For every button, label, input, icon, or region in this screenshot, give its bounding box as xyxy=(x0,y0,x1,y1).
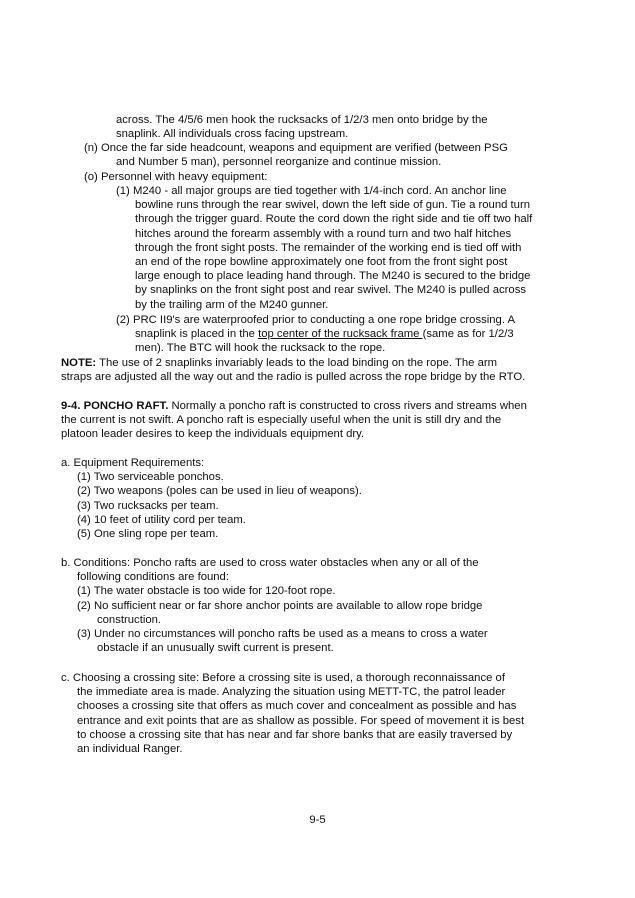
text-line: straps are adjusted all the way out and the radio is pulled across the rope bridge by the RTO. xyxy=(61,371,526,384)
item-o-sub1 xyxy=(61,184,581,312)
text-line: (n) Once the far side headcount, weapons and equipment are verified (between PSG xyxy=(84,142,508,154)
underlined-text: top center of the rucksack frame xyxy=(258,328,423,341)
list-item: (2) No sufficient near or far shore anchor points are available to allow rope bridge xyxy=(77,599,483,612)
list-item: (1) The water obstacle is too wide for 120-foot rope. xyxy=(77,585,336,598)
text-line: an individual Ranger. xyxy=(77,742,183,755)
item-c xyxy=(61,671,581,756)
page-number: 9-5 xyxy=(309,814,326,826)
text-span: The use of 2 snaplinks invariably leads to the load binding on the rope. The arm xyxy=(96,357,498,369)
text-line: platoon leader desires to keep the individuals equipment dry. xyxy=(61,428,365,441)
item-a xyxy=(61,456,581,541)
text-span: snaplink is placed in the xyxy=(135,328,259,341)
text-span: (same as for 1/2/3 xyxy=(422,328,514,341)
text-line: by snaplinks on the front sight post and rear swivel. The M240 is pulled across xyxy=(135,284,526,297)
text-line: through the front sight posts. The remainder of the working end is tied off with xyxy=(135,241,522,254)
text-line: the immediate area is made. Analyzing the situation using METT-TC, the patrol leader xyxy=(77,686,506,699)
list-item: construction. xyxy=(97,613,162,626)
text-line xyxy=(61,399,581,413)
text-line: an end of the rope bowline approximately one foot from the front sight post xyxy=(135,255,508,268)
list-item: (5) One sling rope per team. xyxy=(77,527,219,540)
text-line xyxy=(61,356,581,370)
text-line: c. Choosing a crossing site: Before a crossing site is used, a thorough reconnaissance of xyxy=(61,672,505,684)
text-line: by the trailing arm of the M240 gunner. xyxy=(135,298,329,311)
note-paragraph xyxy=(61,356,581,384)
text-line: large enough to place leading hand through. The M240 is secured to the bridge xyxy=(135,270,531,283)
list-item: (4) 10 feet of utility cord per team. xyxy=(77,513,246,526)
item-b xyxy=(61,556,581,655)
item-a-title: a. Equipment Requirements: xyxy=(61,457,205,469)
note-label: NOTE: xyxy=(61,357,97,369)
item-n xyxy=(61,141,581,169)
text-line: and Number 5 man), personnel reorganize and continue mission. xyxy=(116,156,442,169)
list-item: (3) Two rucksacks per team. xyxy=(77,499,219,512)
list-item: (1) Two serviceable ponchos. xyxy=(77,471,224,484)
text-line: men). The BTC will hook the rucksack to the rope. xyxy=(135,342,386,355)
text-line: the current is not swift. A poncho raft is especially useful when the unit is still dry and the xyxy=(61,414,502,427)
text-line: (1) M240 - all major groups are tied together with 1/4-inch cord. An anchor line xyxy=(116,185,507,197)
text-line: b. Conditions: Poncho rafts are used to cross water obstacles when any or all of the xyxy=(61,557,479,569)
list-item: (3) Under no circumstances will poncho rafts be used as a means to cross a water xyxy=(77,627,488,640)
item-o-title: (o) Personnel with heavy equipment: xyxy=(84,171,268,183)
list-item: obstacle if an unusually swift current is present. xyxy=(97,642,334,655)
text-line: across. The 4/5/6 men hook the rucksacks of 1/2/3 men onto bridge by the xyxy=(116,114,488,126)
text-line: to choose a crossing site that has near and far shore banks that are easily traversed by xyxy=(77,728,513,741)
section-9-4 xyxy=(61,399,581,442)
section-heading: 9-4. PONCHO RAFT. xyxy=(61,400,169,412)
item-o-sub2 xyxy=(61,313,581,356)
text-line: chooses a crossing site that offers as much cover and concealment as possible and has xyxy=(77,700,517,713)
text-line: following conditions are found: xyxy=(77,571,229,584)
continuation-paragraph xyxy=(61,113,581,141)
text-line: entrance and exit points that are as shallow as possible. For speed of movement it is best xyxy=(77,714,525,727)
text-line: bowline runs through the rear swivel, down the left side of gun. Tie a round turn xyxy=(135,199,530,212)
text-line: through the trigger guard. Route the cord down the right side and tie off two half xyxy=(135,213,533,226)
text-line xyxy=(61,327,581,341)
text-line: (2) PRC II9's are waterproofed prior to conducting a one rope bridge crossing. A xyxy=(116,314,516,326)
item-o xyxy=(61,170,581,184)
text-line: hitches around the forearm assembly with a round turn and two half hitches xyxy=(135,227,512,240)
text-line: snaplink. All individuals cross facing upstream. xyxy=(116,128,349,141)
text-span: Normally a poncho raft is constructed to cross rivers and streams when xyxy=(168,400,527,412)
list-item: (2) Two weapons (poles can be used in lieu of weapons). xyxy=(77,485,362,498)
